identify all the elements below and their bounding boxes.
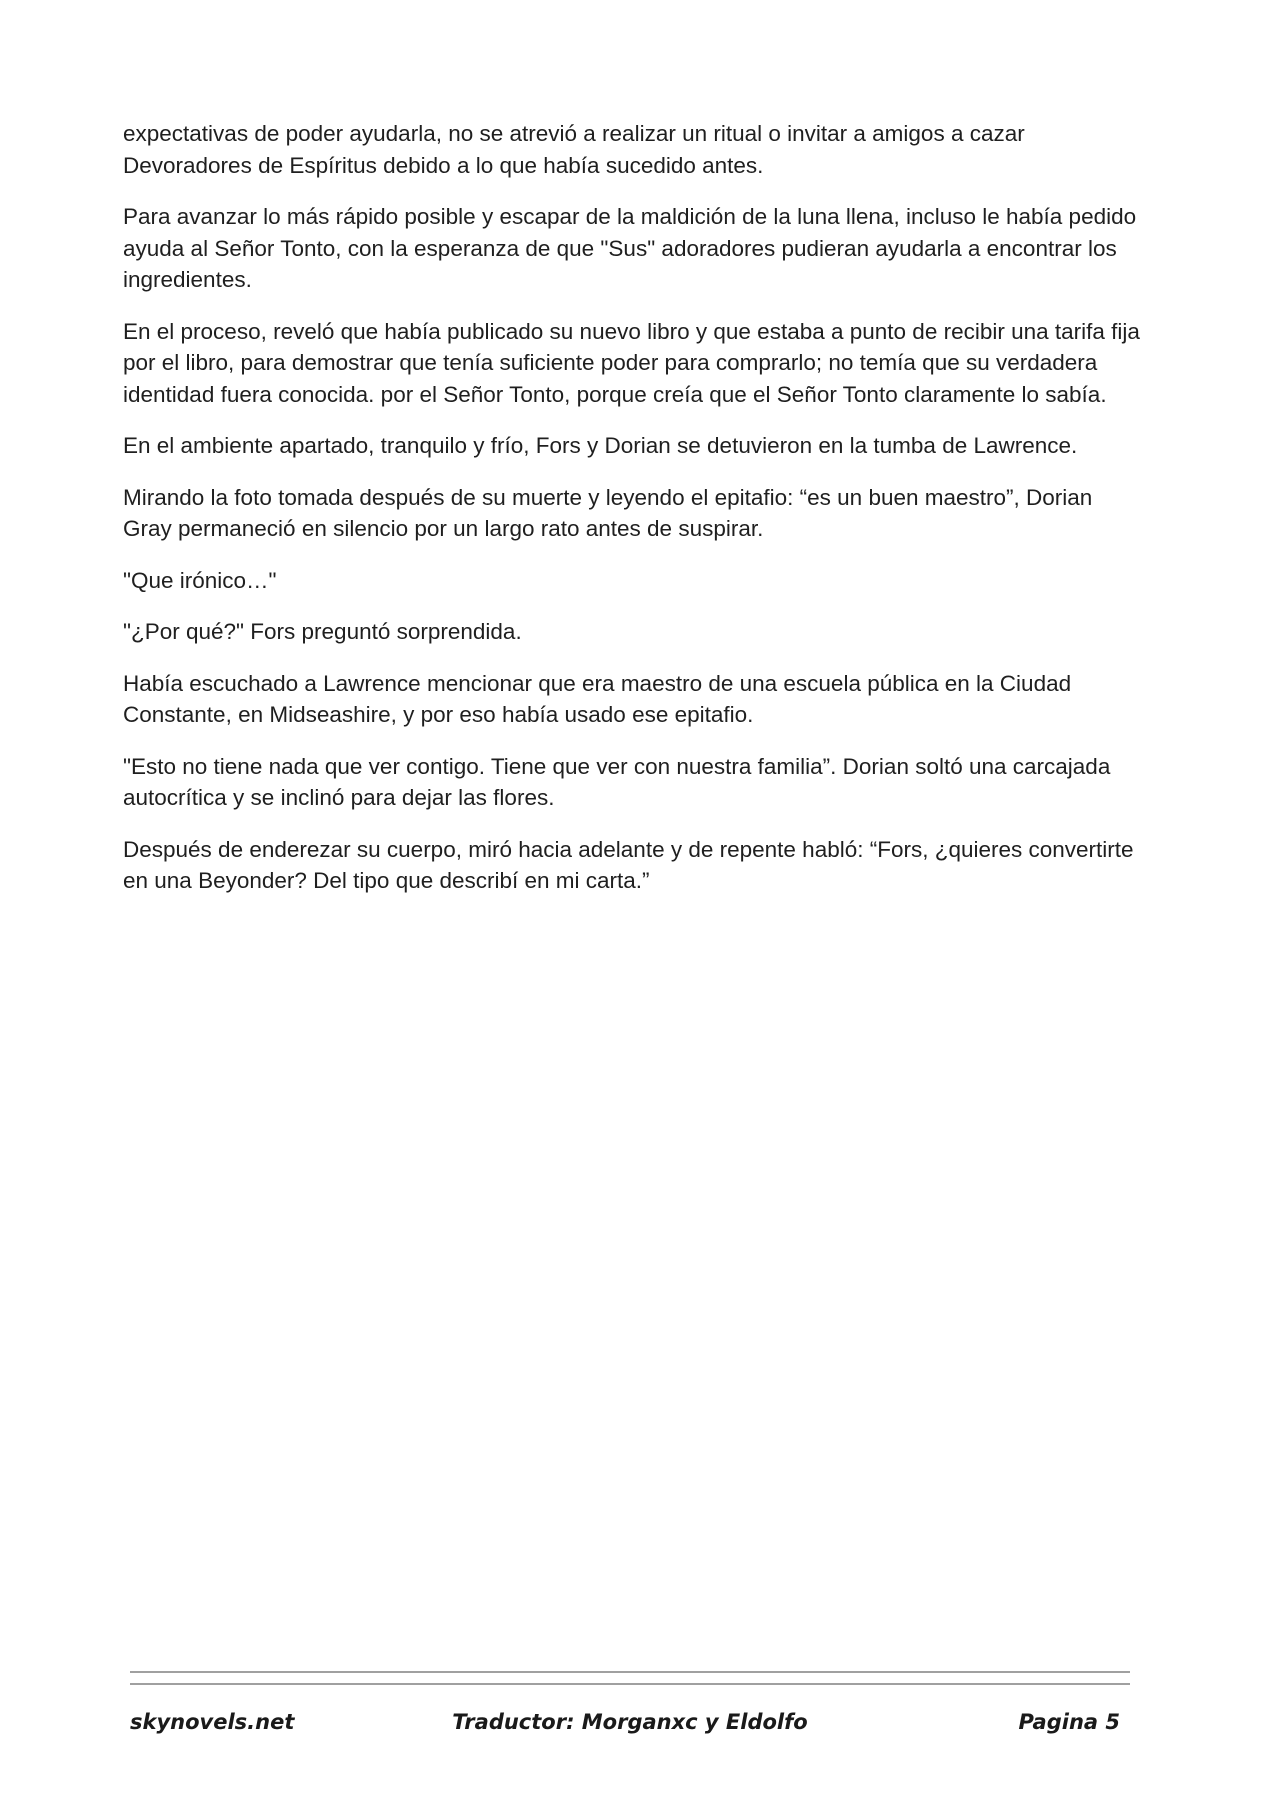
- footer-site: skynovels.net: [130, 1710, 295, 1734]
- paragraph: Mirando la foto tomada después de su muerte y leyendo el epitafio: “es un buen maestro”, Dorian Gray permaneció en silencio por un largo rato antes de suspirar.: [123, 484, 1093, 541]
- paragraph: Para avanzar lo más rápido posible y escapar de la maldición de la luna llena, incluso le había pedido ayuda al Señor Tonto, con la esperanza de que "Sus" adoradores pudieran ayudarla a encontrar los ingredientes.: [123, 204, 1137, 292]
- paragraph: "Que irónico…": [123, 567, 277, 593]
- paragraph: "Esto no tiene nada que ver contigo. Tiene que ver con nuestra familia”. Dorian soltó una carcajada autocrítica y se inclinó para dejar las flores.: [123, 753, 1111, 810]
- paragraph: Había escuchado a Lawrence mencionar que era maestro de una escuela pública en la Ciudad Constante, en Midseashire, y por eso había usado ese epitafio.: [123, 670, 1072, 727]
- paragraph: En el proceso, reveló que había publicado su nuevo libro y que estaba a punto de recibir una tarifa fija por el libro, para demostrar que tenía suficiente poder para comprarlo; no temía que su verdadera identidad fuera conocida. por el Señor Tonto, porque creía que el Señor Tonto claramente lo sabía.: [123, 318, 1140, 407]
- paragraph: En el ambiente apartado, tranquilo y frío, Fors y Dorian se detuvieron en la tumba de Lawrence.: [123, 433, 1078, 458]
- footer-divider-top: [130, 1671, 1130, 1673]
- footer-translator: Traductor: Morganxc y Eldolfo: [452, 1710, 808, 1734]
- footer-divider-bottom: [130, 1683, 1130, 1685]
- paragraph: Después de enderezar su cuerpo, miró hacia adelante y de repente habló: “Fors, ¿quieres convertirte en una Beyonder? Del tipo que describí en mi carta.”: [123, 836, 1134, 893]
- document-body: [123, 118, 1143, 917]
- paragraph: "¿Por qué?" Fors preguntó sorprendida.: [123, 619, 522, 644]
- paragraph: expectativas de poder ayudarla, no se atrevió a realizar un ritual o invitar a amigos a cazar Devoradores de Espíritus debido a lo que había sucedido antes.: [123, 121, 1025, 178]
- page-footer: [130, 1710, 1130, 1750]
- footer-page-number: Pagina 5: [1018, 1710, 1120, 1734]
